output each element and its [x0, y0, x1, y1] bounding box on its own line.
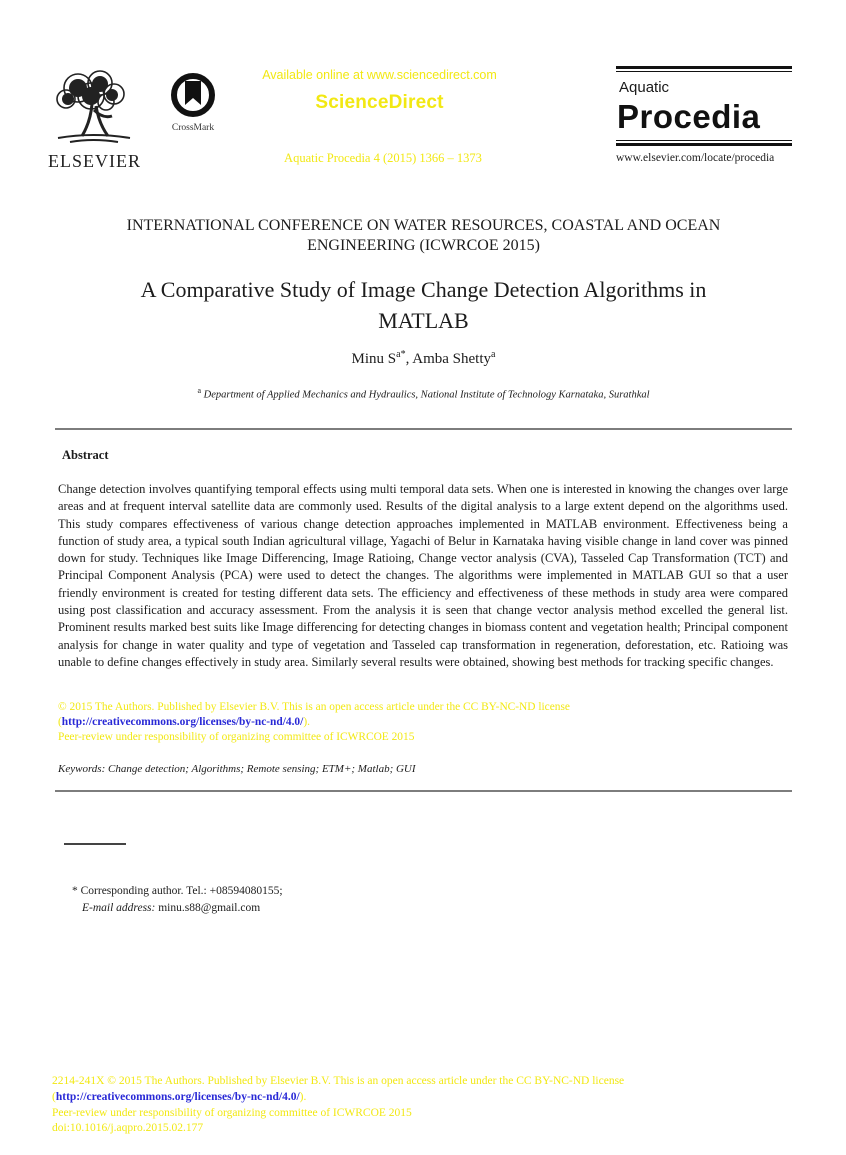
- sciencedirect-logo[interactable]: ScienceDirect: [315, 92, 444, 113]
- paren: ).: [299, 1090, 307, 1103]
- journal-name: Procedia: [617, 98, 761, 135]
- author-2-affmark: a: [491, 349, 496, 360]
- keywords-line: Keywords: Change detection; Algorithms; Remote sensing; ETM+; Matlab; GUI: [58, 763, 416, 775]
- elsevier-logo: [48, 66, 140, 172]
- journal-logo-box: [616, 66, 792, 164]
- crossmark-badge[interactable]: [158, 72, 228, 133]
- corresponding-author-note: [72, 883, 572, 917]
- author-1: Minu S: [351, 351, 397, 367]
- crossmark-label: CrossMark: [171, 123, 215, 133]
- issn-copyright-line: 2214-241X © 2015 The Authors. Published by Elsevier B.V. This is an open access article under the CC BY-NC-ND license: [52, 1075, 625, 1087]
- title-line2: MATLAB: [378, 308, 469, 333]
- journal-name-small: Aquatic: [619, 79, 670, 96]
- author-2: Amba Shetty: [412, 351, 492, 367]
- affiliation-text: Department of Applied Mechanics and Hydraulics, National Institute of Technology Karnataka, Surathkal: [201, 389, 650, 401]
- affiliation-mark: a: [197, 386, 201, 395]
- footnote-tel-line: * Corresponding author. Tel.: +08594080155;: [72, 885, 283, 897]
- rule: [616, 71, 792, 72]
- peer-review-line: Peer-review under responsibility of organizing committee of ICWRCOE 2015: [58, 731, 415, 744]
- available-online-link[interactable]: Available online at www.sciencedirect.com: [262, 68, 497, 82]
- author-1-affmark: a*: [396, 349, 406, 360]
- elsevier-wordmark: ELSEVIER: [48, 151, 141, 171]
- paren: (: [52, 1090, 56, 1103]
- elsevier-tree-icon: [48, 66, 138, 146]
- title-line1: A Comparative Study of Image Change Detection Algorithms in: [140, 277, 707, 302]
- cc-license-link[interactable]: http://creativecommons.org/licenses/by-nc-nd/4.0/: [61, 716, 304, 729]
- footer-url-line: [52, 1090, 792, 1106]
- email-label: E-mail address:: [82, 902, 156, 914]
- email-value: minu.s88@gmail.com: [155, 902, 261, 914]
- divider-rule-bottom: [55, 790, 792, 792]
- footnote-email-line: [72, 900, 572, 917]
- license-url-line: [58, 715, 788, 730]
- footer-block: [52, 1074, 792, 1137]
- paren: ).: [303, 716, 310, 729]
- abstract-body: Change detection involves quantifying temporal effects using multi temporal data sets. When one is interested in knowing the changes over large areas and at frequent interval satellite data are commonly used. Results of the digital analysis to a large extent depend on the algorithms used. This study compares effectiveness of various change detection approaches implemented in MATLAB environment. Effectiveness being a function of study area, a typical south Indian agricultural village, Yagachi of Belur in Karnataka having visible change in land cover was pinned down for study. Techniques like Image Differencing, Image Ratioing, Change vector analysis (CVA), Tasseled Cap Transformation (TCT) and Principal Component Analysis (PCA) were used to detect the changes. The algorithms were implemented in MATLAB GUI so that a user friendly environment is created for testing different data sets. The efficiency and effectiveness of these methods in study area were compared using post classification and accuracy assessment. From the analysis it is seen that change vector analysis method excelled the general list. Prominent results marked best suits like Image differencing for detecting changes in biomass content and vegetation health; Principal component analysis for change in water quality and type of vegetation and Tasseled cap transformation in regeneration, deforestation, etc. Ratioing was unable to define changes effectively in study area. Similarly several results were obtained, showing best methods for tracking specific changes.: [58, 482, 788, 669]
- authors-line: [55, 349, 792, 368]
- author-separator: ,: [405, 351, 413, 367]
- rule: [616, 66, 792, 69]
- conference-heading: [55, 216, 792, 256]
- journal-citation: Aquatic Procedia 4 (2015) 1366 – 1373: [284, 151, 482, 165]
- paren: (: [58, 716, 62, 729]
- rule: [616, 143, 792, 146]
- rule: [616, 140, 792, 141]
- footnote-rule: [64, 843, 126, 845]
- conference-line1: INTERNATIONAL CONFERENCE ON WATER RESOURCES, COASTAL AND OCEAN: [126, 217, 721, 234]
- paper-title: [55, 274, 792, 336]
- abstract-heading: Abstract: [62, 448, 109, 462]
- doi-line: doi:10.1016/j.aqpro.2015.02.177: [52, 1122, 204, 1135]
- license-block: [58, 700, 788, 746]
- affiliation-line: [55, 386, 792, 401]
- crossmark-icon: [170, 72, 216, 118]
- journal-url-link[interactable]: www.elsevier.com/locate/procedia: [616, 152, 775, 164]
- divider-rule-top: [55, 428, 792, 430]
- copyright-line: © 2015 The Authors. Published by Elsevier B.V. This is an open access article under the CC BY-NC-ND license: [58, 701, 570, 713]
- footer-peer-review-line: Peer-review under responsibility of organizing committee of ICWRCOE 2015: [52, 1106, 412, 1119]
- cc-license-link-footer[interactable]: http://creativecommons.org/licenses/by-nc-nd/4.0/: [55, 1090, 300, 1103]
- conference-line2: ENGINEERING (ICWRCOE 2015): [307, 237, 540, 254]
